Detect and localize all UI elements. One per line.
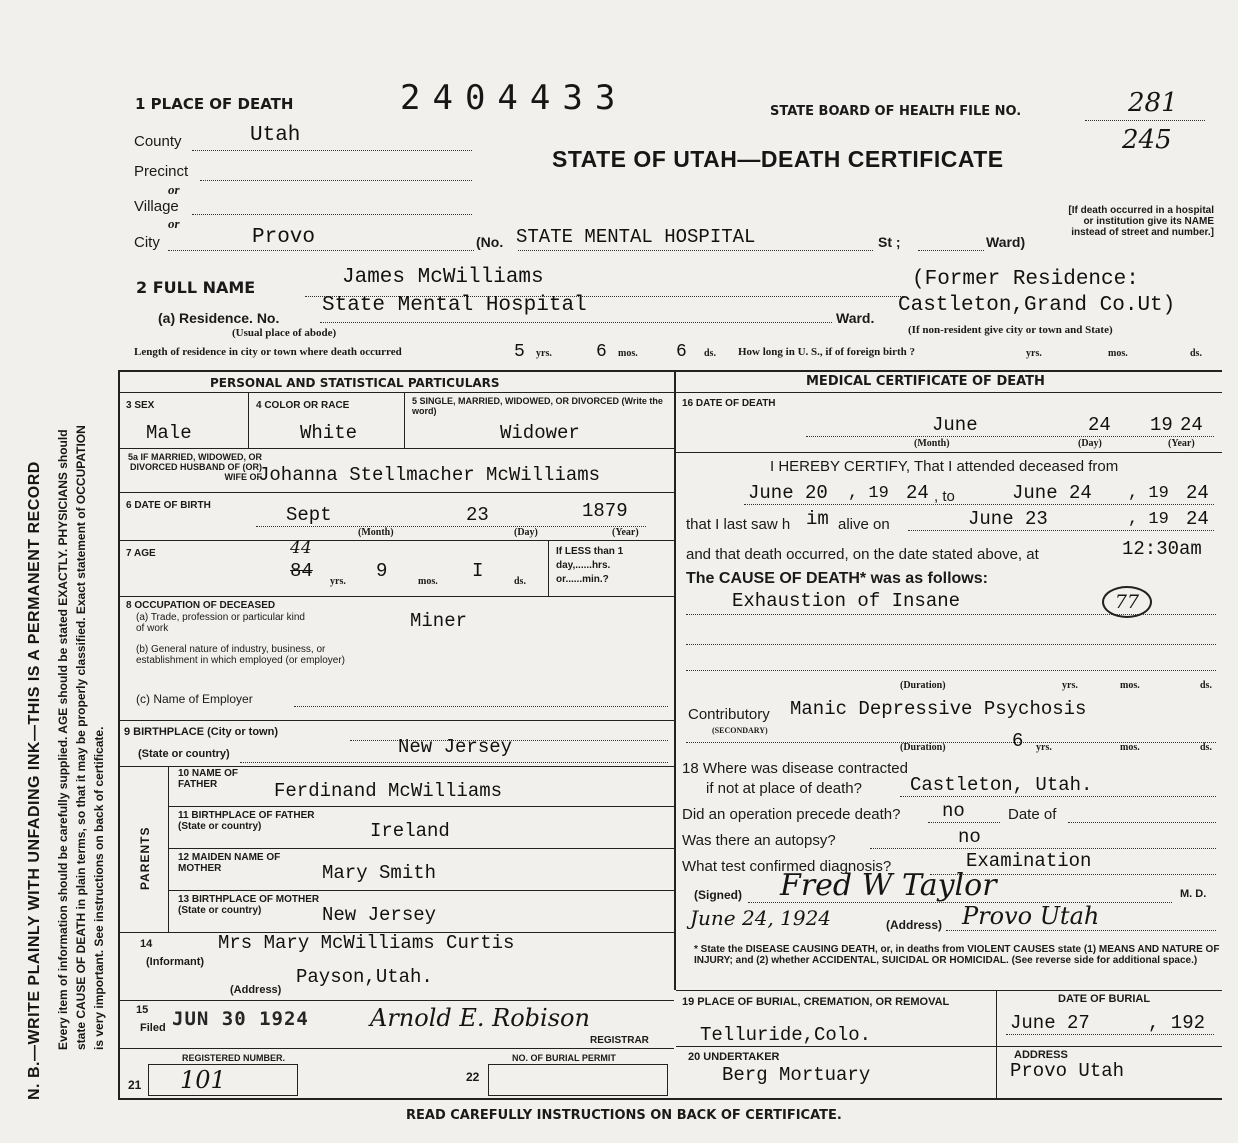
registrar-signature: Arnold E. Robison (370, 1004, 590, 1032)
burial-permit-label: NO. OF BURIAL PERMIT (512, 1053, 616, 1063)
burial-date-value: June 27 (1010, 1012, 1090, 1034)
filed-date-stamp: JUN 30 1924 (172, 1008, 309, 1030)
length-days: 6 (676, 342, 687, 362)
age-years-corrected: 44 (290, 538, 312, 558)
color-value: White (300, 422, 358, 444)
death-year: 24 (1180, 414, 1203, 436)
father-label: 10 NAME OF FATHER (178, 768, 239, 790)
file-number-2: 245 (1122, 125, 1172, 155)
medical-section-title: MEDICAL CERTIFICATE OF DEATH (806, 374, 1045, 389)
city-label: City (134, 234, 160, 251)
informant-address-label: (Address) (230, 984, 282, 996)
test-value: Examination (966, 850, 1092, 872)
contrib-duration-ds: ds. (1200, 742, 1212, 753)
last-saw-pronoun: im (806, 508, 829, 530)
informant-value: Mrs Mary McWilliams Curtis (218, 932, 515, 954)
state-board-label: STATE BOARD OF HEALTH FILE NO. (770, 104, 1022, 119)
registered-number-prefix: 21 (128, 1078, 142, 1092)
length-months: 6 (596, 342, 607, 362)
residence-value: State Mental Hospital (322, 294, 587, 317)
death-month-sub: (Month) (914, 438, 950, 449)
not-at-place-label: if not at place of death? (706, 780, 862, 797)
burial-permit-box (488, 1064, 668, 1096)
attended-to: June 24 (1012, 482, 1092, 504)
age-mos-label: mos. (418, 576, 438, 587)
attended-to-comma: , 19 (1128, 484, 1169, 503)
how-long-yrs: yrs. (1026, 348, 1042, 359)
physician-address-label: (Address) (886, 918, 943, 932)
length-mos-label: mos. (618, 348, 638, 359)
date-of-death-label: 16 DATE OF DEATH (682, 398, 776, 409)
autopsy-value: no (958, 826, 981, 848)
spouse-label: 5a IF MARRIED, WIDOWED, OR DIVORCED HUSBAND OF (OR) WIFE OF (127, 452, 262, 482)
contrib-duration-years: 6 (1012, 730, 1024, 752)
precinct-label: Precinct (134, 163, 189, 180)
secondary-sub: (SECONDARY) (712, 726, 768, 735)
margin-instructions-3: is very important. See instructions on back of certificate. (92, 726, 106, 1050)
employer-label: (c) Name of Employer (136, 692, 253, 706)
occupation-label: 8 OCCUPATION OF DECEASED (126, 600, 276, 611)
father-value: Ferdinand McWilliams (274, 780, 503, 802)
disease-contracted-label: 18 Where was disease contracted (682, 760, 908, 777)
certificate-number: 2404433 (400, 78, 628, 118)
burial-place-value: Telluride,Colo. (700, 1024, 872, 1046)
last-saw-comma: , 19 (1128, 510, 1169, 529)
mother-birthplace-label: 13 BIRTHPLACE OF MOTHER (State or country) (178, 894, 320, 916)
color-label: 4 COLOR OR RACE (256, 400, 350, 411)
place-of-death-label: 1 PLACE OF DEATH (135, 95, 294, 113)
attended-from-comma: , 19 (848, 484, 889, 503)
burial-permit-prefix: 22 (466, 1070, 480, 1084)
mother-value: Mary Smith (322, 862, 437, 884)
death-occurred-label: and that death occurred, on the date stated above, at (686, 546, 1039, 563)
spouse-value: Johanna Stellmacher McWilliams (258, 464, 601, 486)
md-label: M. D. (1180, 888, 1207, 900)
burial-date-label: DATE OF BURIAL (1058, 993, 1151, 1005)
operation-label: Did an operation precede death? (682, 806, 901, 823)
last-saw-year: 24 (1186, 508, 1209, 530)
occupation-value: Miner (410, 610, 468, 632)
length-years: 5 (514, 342, 525, 362)
registrar-label: REGISTRAR (590, 1035, 649, 1046)
death-month: June (932, 414, 978, 436)
last-saw-date: June 23 (968, 508, 1048, 530)
state-country-label: (State or country) (138, 748, 230, 760)
ward-label: Ward) (986, 234, 1026, 250)
autopsy-label: Was there an autopsy? (682, 832, 836, 849)
certify-text: I HEREBY CERTIFY, That I attended deceased from (770, 458, 1119, 475)
footnote: * State the DISEASE CAUSING DEATH, or, in deaths from VIOLENT CAUSES state (1) MEANS AND NATURE OF INJURY; and (2) whether ACCIDENTAL, SUICIDAL OR HOMICIDAL. (See reverse side for additional space.) (694, 944, 1220, 966)
death-day: 24 (1088, 414, 1111, 436)
full-name-label: 2 FULL NAME (136, 278, 256, 297)
how-long-ds: ds. (1190, 348, 1202, 359)
marital-value: Widower (500, 422, 580, 444)
test-label: What test confirmed diagnosis? (682, 858, 892, 875)
cause-value: Exhaustion of Insane (732, 590, 961, 612)
birthplace-value: New Jersey (398, 736, 513, 758)
registered-number-label: REGISTERED NUMBER. (182, 1053, 286, 1063)
undertaker-address-value: Provo Utah (1010, 1060, 1125, 1082)
contributory-value: Manic Depressive Psychosis (790, 698, 1087, 720)
physician-signature: Fred W Taylor (780, 868, 997, 903)
physician-address: Provo Utah (962, 902, 1100, 930)
less-than-label: If LESS than 1 day,......hrs. or......min.? (556, 546, 624, 585)
age-days: I (472, 560, 484, 582)
city-value: Provo (252, 226, 316, 249)
registered-number-value: 101 (180, 1066, 226, 1094)
alive-on-label: alive on (838, 516, 890, 533)
nonresident-note: (If non-resident give city or town and State) (908, 324, 1113, 336)
bottom-instructions: READ CAREFULLY INSTRUCTIONS ON BACK OF CERTIFICATE. (406, 1108, 842, 1123)
death-year-sub: (Year) (1168, 438, 1195, 449)
cause-duration-mos: mos. (1120, 680, 1140, 691)
attended-to-year: 24 (1186, 482, 1209, 504)
father-birthplace-value: Ireland (370, 820, 450, 842)
occupation-b-label: (b) General nature of industry, business, or establishment in which employed (or employer) (136, 644, 345, 666)
date-of-label: Date of (1008, 806, 1057, 823)
sex-label: 3 SEX (126, 400, 155, 411)
margin-notice-outer: N. B.—WRITE PLAINLY WITH UNFADING INK—THIS IS A PERMANENT RECORD (26, 461, 43, 1100)
or-2: or (168, 216, 180, 231)
residence-sub: (Usual place of abode) (232, 327, 337, 339)
hospital-note: [If death occurred in a hospital or institution give its NAME instead of street and number.] (1068, 205, 1214, 238)
occupation-a-label: (a) Trade, profession or particular kind of work (136, 612, 305, 634)
cause-duration-label: (Duration) (900, 680, 946, 691)
to-label: , to (934, 488, 955, 505)
file-number-1: 281 (1128, 88, 1178, 118)
margin-instructions-2: state CAUSE OF DEATH in plain terms, so that it may be properly classified. Exact statement of OCCUPATION (74, 425, 88, 1050)
personal-section-title: PERSONAL AND STATISTICAL PARTICULARS (210, 376, 500, 390)
attended-from: June 20 (748, 482, 828, 504)
certificate-title: STATE OF UTAH—DEATH CERTIFICATE (552, 146, 1004, 172)
informant-address-value: Payson,Utah. (296, 966, 433, 988)
dob-year-sub: (Year) (612, 527, 639, 538)
former-residence-label: (Former Residence: (912, 268, 1139, 291)
former-residence-value: Castleton,Grand Co.Ut) (898, 294, 1176, 317)
cause-duration-yrs: yrs. (1062, 680, 1078, 691)
informant-label: (Informant) (146, 956, 205, 968)
village-label: Village (134, 198, 179, 215)
signed-date: June 24, 1924 (690, 906, 832, 930)
father-birthplace-label: 11 BIRTHPLACE OF FATHER (State or country) (178, 810, 315, 832)
operation-value: no (942, 800, 965, 822)
age-years-crossed: 84 (290, 560, 313, 582)
or-1: or (168, 182, 180, 197)
institution-value: STATE MENTAL HOSPITAL (516, 226, 756, 248)
age-label: 7 AGE (126, 548, 156, 559)
dob-day-sub: (Day) (514, 527, 538, 538)
undertaker-value: Berg Mortuary (722, 1064, 871, 1086)
burial-place-label: 19 PLACE OF BURIAL, CREMATION, OR REMOVAL (682, 996, 950, 1008)
length-yrs-label: yrs. (536, 348, 552, 359)
dob-month-sub: (Month) (358, 527, 394, 538)
cause-code: 77 (1102, 586, 1152, 618)
contrib-duration-yrs: yrs. (1036, 742, 1052, 753)
signed-label: (Signed) (694, 888, 742, 902)
undertaker-label: 20 UNDERTAKER (688, 1051, 780, 1063)
length-of-residence-label: Length of residence in city or town where death occurred (134, 346, 402, 358)
how-long-label: How long in U. S., if of foreign birth ? (738, 346, 916, 358)
disease-contracted-value: Castleton, Utah. (910, 774, 1093, 796)
last-saw-label: that I last saw h (686, 516, 791, 533)
how-long-mos: mos. (1108, 348, 1128, 359)
filed-label: Filed (140, 1022, 166, 1034)
age-months: 9 (376, 560, 388, 582)
birthplace-label: 9 BIRTHPLACE (City or town) (124, 726, 278, 738)
county-value: Utah (250, 124, 301, 147)
undertaker-address-label: ADDRESS (1014, 1049, 1068, 1061)
age-yrs-label: yrs. (330, 576, 346, 587)
mother-label: 12 MAIDEN NAME OF MOTHER (178, 852, 281, 874)
sex-value: Male (146, 422, 192, 444)
filed-number: 15 (136, 1004, 149, 1016)
dob-label: 6 DATE OF BIRTH (126, 500, 211, 511)
cause-duration-ds: ds. (1200, 680, 1212, 691)
residence-ward-label: Ward. (836, 310, 875, 326)
length-ds-label: ds. (704, 348, 716, 359)
death-day-sub: (Day) (1078, 438, 1102, 449)
parents-label: PARENTS (138, 826, 152, 890)
age-ds-label: ds. (514, 576, 526, 587)
marital-label: 5 SINGLE, MARRIED, WIDOWED, OR DIVORCED (Write the word) (412, 396, 663, 416)
residence-label: (a) Residence. No. (158, 310, 280, 326)
contrib-duration-mos: mos. (1120, 742, 1140, 753)
cause-label: The CAUSE OF DEATH* was as follows: (686, 570, 988, 587)
margin-instructions-1: Every item of information should be carefully supplied. AGE should be stated EXACTLY. PHYSICIANS should (56, 429, 70, 1050)
mother-birthplace-value: New Jersey (322, 904, 437, 926)
attended-from-year: 24 (906, 482, 929, 504)
dob-year: 1879 (582, 500, 628, 522)
dob-month: Sept (286, 504, 332, 526)
death-year-prefix: 19 (1150, 414, 1173, 436)
contrib-duration-label: (Duration) (900, 742, 946, 753)
dob-day: 23 (466, 504, 489, 526)
no-label: (No. (476, 234, 504, 250)
death-time: 12:30am (1122, 538, 1202, 560)
full-name-value: James McWilliams (342, 266, 544, 289)
informant-number: 14 (140, 938, 153, 950)
street-label: St ; (878, 234, 901, 250)
burial-year-value: , 192 (1148, 1012, 1206, 1034)
county-label: County (134, 133, 182, 150)
contributory-label: Contributory (688, 706, 770, 723)
